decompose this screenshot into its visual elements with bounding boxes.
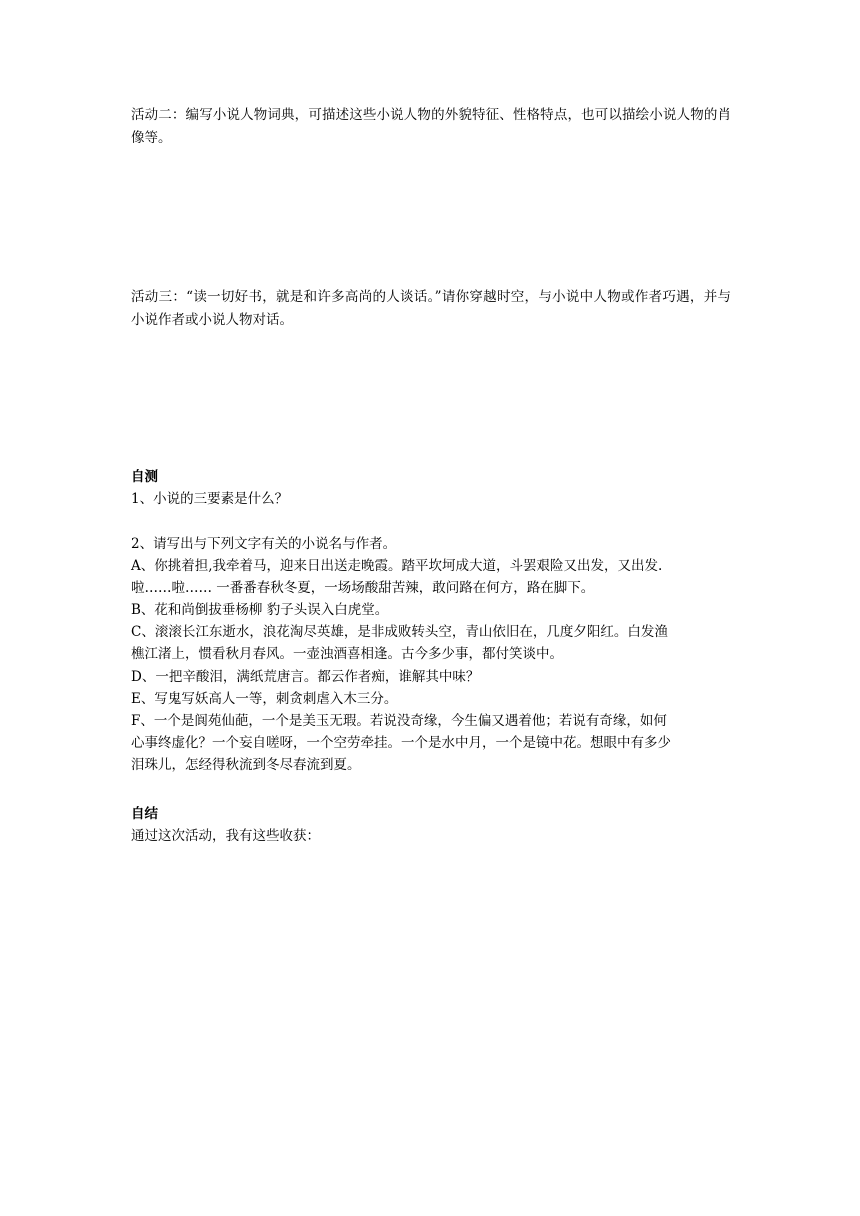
item-f-line-1: F、一个是阆苑仙葩，一个是美玉无瑕。若说没奇缘，今生偏又遇着他；若说有奇缘，如何: [131, 713, 667, 729]
summary-text: 通过这次活动，我有这些收获：: [131, 828, 320, 844]
item-d: D、一把辛酸泪，满纸荒唐言。都云作者痴，谁解其中味？: [131, 669, 480, 685]
self-test-heading: 自测: [131, 469, 158, 485]
activity-three-paragraph: 活动三：“读一切好书，就是和许多高尚的人谈话。”请你穿越时空，与小说中人物或作者巧遇，并与小说作者或小说人物对话。: [131, 289, 731, 328]
question-two: 2、请写出与下列文字有关的小说名与作者。: [131, 536, 397, 552]
item-e: E、写鬼写妖高人一等，刺贪刺虐入木三分。: [131, 691, 398, 707]
question-one: 1、小说的三要素是什么？: [131, 491, 289, 507]
activity-two-paragraph: 活动二：编写小说人物词典，可描述这些小说人物的外貌特征、性格特点，也可以描绘小说人物的肖像等。: [131, 107, 731, 146]
summary-heading: 自结: [131, 806, 158, 822]
document-page: [131, 0, 731, 1216]
item-a-line-2: 啦……啦…… 一番番春秋冬夏，一场场酸甜苦辣，敢问路在何方，路在脚下。: [131, 580, 595, 596]
item-f-line-3: 泪珠儿，怎经得秋流到冬尽春流到夏。: [131, 757, 361, 773]
item-f-line-2: 心事终虚化？一个妄自嗟呀，一个空劳牵挂。一个是水中月，一个是镜中花。想眼中有多少: [131, 735, 671, 751]
item-b: B、花和尚倒拔垂杨柳 豹子头误入白虎堂。: [131, 602, 389, 618]
item-c-line-2: 樵江渚上，惯看秋月春风。一壶浊酒喜相逢。古今多少事，都付笑谈中。: [131, 646, 563, 662]
item-a-line-1: A、你挑着担,我牵着马，迎来日出送走晚霞。踏平坎坷成大道，斗罢艰险又出发，又出发.: [131, 558, 663, 574]
item-c-line-1: C、滚滚长江东逝水，浪花淘尽英雄，是非成败转头空，青山依旧在，几度夕阳红。白发渔: [131, 624, 668, 640]
